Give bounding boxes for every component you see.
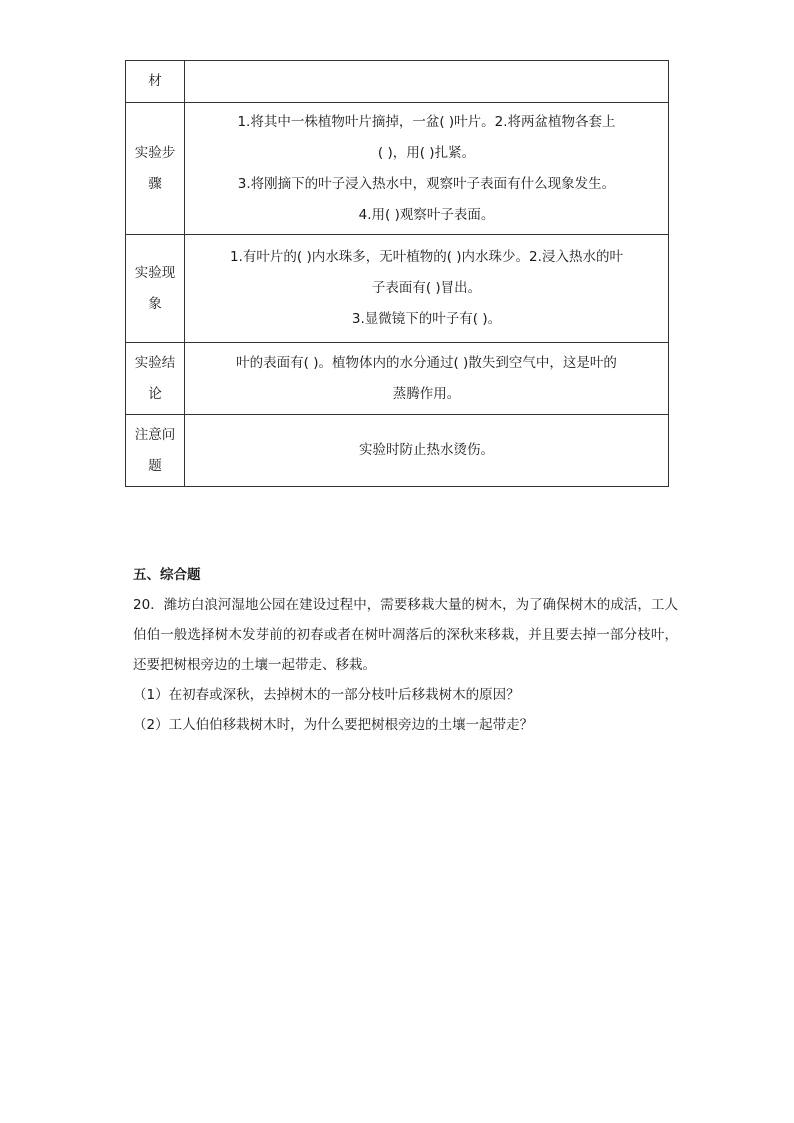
section-title: 五、综合题 <box>133 567 201 583</box>
row-content-notes <box>185 415 669 487</box>
row-label-steps <box>126 103 185 235</box>
table-row-notes <box>126 415 669 487</box>
content-line: 3.将刚摘下的叶子浸入热水中，观察叶子表面有什么现象发生。 <box>237 175 616 192</box>
sub-question-2: （2）工人伯伯移栽树木时，为什么要把树根旁边的土壤一起带走？ <box>133 717 534 733</box>
label-line: 实验结 <box>134 354 176 371</box>
row-label-phenomenon <box>126 235 185 343</box>
row-label-conclusion <box>126 343 185 415</box>
table-row-material <box>126 61 669 103</box>
label-line: 注意问 <box>134 426 176 443</box>
label-line: 实验现 <box>134 264 176 281</box>
row-content-material <box>185 61 669 103</box>
label-line: 论 <box>148 385 162 402</box>
table-row-steps <box>126 103 669 235</box>
label-line: 骤 <box>148 175 162 192</box>
comprehensive-section <box>133 560 678 740</box>
content-line: 3.显微镜下的叶子有( )。 <box>351 311 502 327</box>
label-line: 实验步 <box>134 144 176 161</box>
content-line: ( )，用( )扎紧。 <box>377 144 476 161</box>
content-line: 1.将其中一株植物叶片摘掉，一盆( )叶片。2.将两盆植物各套上 <box>237 113 616 130</box>
table-row-conclusion <box>126 343 669 415</box>
content-line: 蒸腾作用。 <box>392 385 461 402</box>
question-text: 20．潍坊白浪河湿地公园在建设过程中，需要移栽大量的树木，为了确保树木的成活，工人伯伯一般选择树木发芽前的初春或者在树叶凋落后的深秋来移栽，并且要去掉一部分枝叶，还要把树根旁边的土壤一起带走、移栽。 <box>133 597 678 673</box>
row-label-notes <box>126 415 185 487</box>
content-line: 实验时防止热水烫伤。 <box>359 442 494 458</box>
sub-question-1: （1）在初春或深秋，去掉树木的一部分枝叶后移栽树木的原因？ <box>133 687 520 703</box>
content-line: 子表面有( )冒出。 <box>371 280 482 296</box>
row-content-phenomenon <box>185 235 669 343</box>
label-line: 象 <box>148 295 162 312</box>
experiment-table <box>125 60 669 487</box>
content-line: 叶的表面有( )。植物体内的水分通过( )散失到空气中，这是叶的 <box>236 354 617 371</box>
table-row-phenomenon <box>126 235 669 343</box>
label-line: 题 <box>148 457 162 474</box>
row-content-steps <box>185 103 669 235</box>
content-line: 4.用( )观察叶子表面。 <box>358 206 495 223</box>
label-line: 材 <box>148 73 162 89</box>
content-line: 1.有叶片的( )内水珠多，无叶植物的( )内水珠少。2.浸入热水的叶 <box>230 249 623 265</box>
row-content-conclusion <box>185 343 669 415</box>
row-label-material <box>126 61 185 103</box>
